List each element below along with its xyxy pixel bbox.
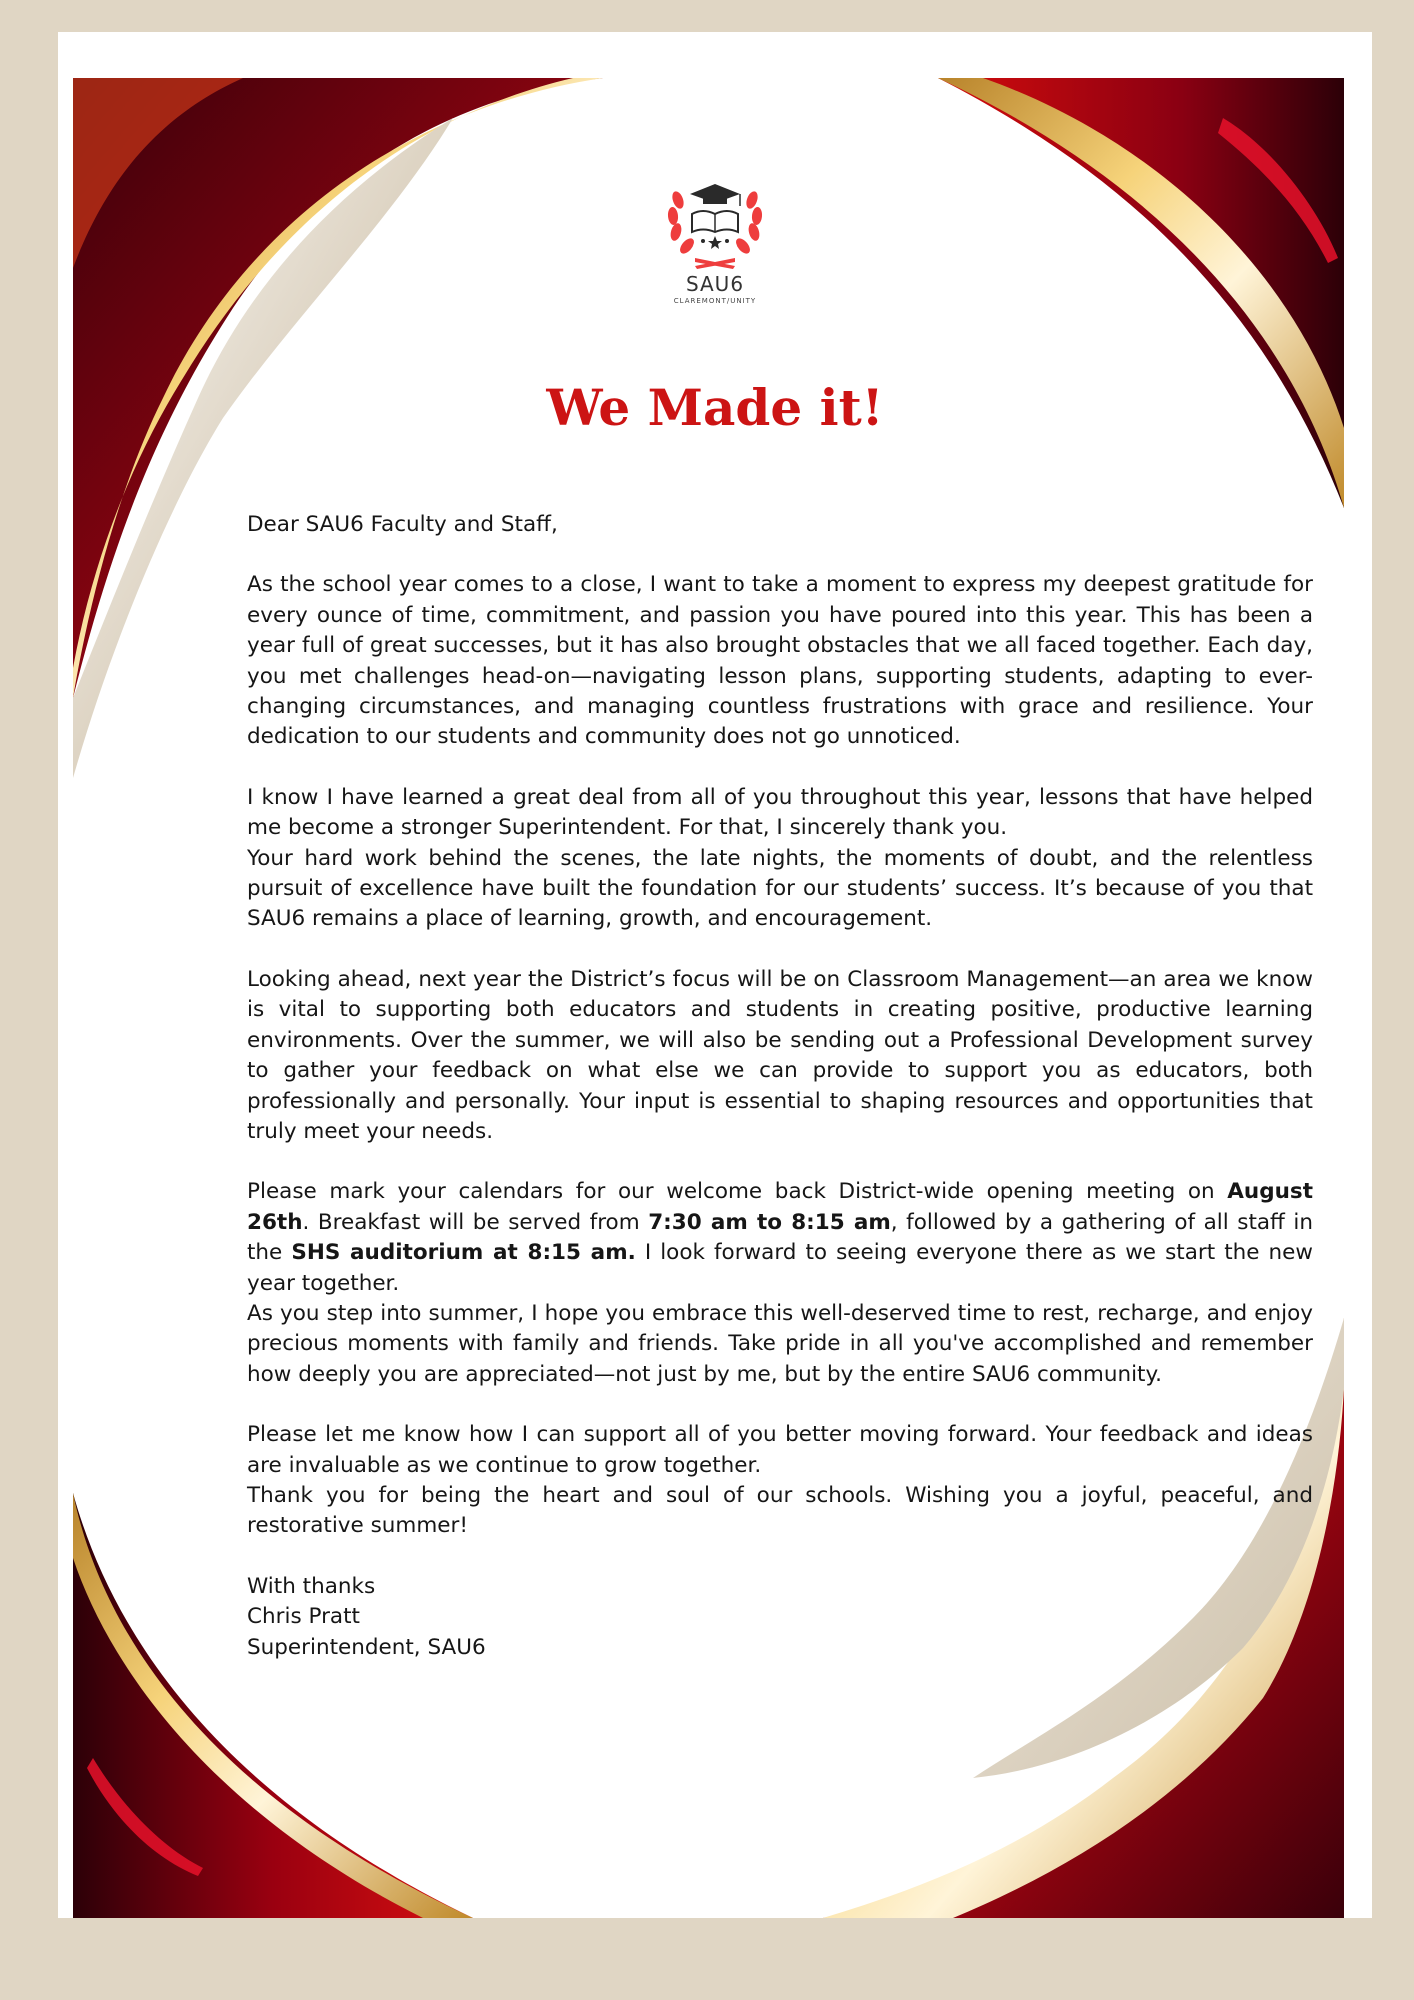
paragraph-5a: Please let me know how I can support all of you better moving forward. Your feedback and ideas are invaluable as we continue to grow together.: [247, 1422, 1313, 1478]
laurel-graduation-cap-icon: [660, 170, 770, 270]
signer-title: Superintendent, SAU6: [247, 1634, 486, 1660]
paragraph-2a: I know I have learned a great deal from all of you throughout this year, lessons that have helped me become a stronger Superintendent. For that, I sincerely thank you.: [247, 784, 1313, 841]
paragraph-4b: As you step into summer, I hope you embrace this well-deserved time to rest, recharge, and enjoy precious moments with family and friends. Take pride in all you've accomplished and remember how deeply you are appreciated—not just by me, but by the entire SAU6 community.: [247, 1300, 1313, 1387]
salutation: Dear SAU6 Faculty and Staff,: [247, 512, 558, 537]
meeting-location: SHS auditorium at 8:15 am.: [291, 1240, 636, 1266]
letter-body: [247, 510, 1313, 1663]
district-logo: [58, 170, 1372, 305]
paragraph-3: Looking ahead, next year the District’s focus will be on Classroom Management—an area we know is vital to supporting both educators and students in creating positive, productive learning environments. Over the summer, we will also be sending out a Professional Development survey to gather your feedback on what else we can provide to support you as educators, both professionally and personally. Your input is essential to shaping resources and opportunities that truly meet your needs.: [247, 966, 1313, 1144]
logo-subtitle: CLAREMONT/UNITY: [673, 297, 757, 305]
paragraph-1: As the school year comes to a close, I want to take a moment to express my deepest gratitude for every ounce of time, commitment, and passion you have poured into this year. This has been a year full of great successes, but it has also brought obstacles that we all faced together. Each day, you met challenges head-on—navigating lesson plans, supporting students, adapting to ever-changing circumstances, and managing countless frustrations with grace and resilience. Your dedication to our students and community does not go unnoticed.: [247, 572, 1313, 750]
logo-name: SAU6: [685, 272, 745, 296]
meeting-date: August 26th: [247, 1179, 1313, 1235]
breakfast-time: 7:30 am to 8:15 am: [648, 1209, 891, 1235]
paragraph-2b: Your hard work behind the scenes, the late nights, the moments of doubt, and the relentless pursuit of excellence have built the foundation for our students’ success. It’s because of you that SAU6 remains a place of learning, growth, and encouragement.: [247, 845, 1313, 932]
letter-sheet: [58, 32, 1372, 1918]
paragraph-5b: Thank you for being the heart and soul of our schools. Wishing you a joyful, peaceful, and restorative summer!: [247, 1482, 1313, 1539]
paragraph-4: Please mark your calendars for our welcome back District-wide opening meeting on August 26th. Breakfast will be served from 7:30 am to 8:15 am, followed by a gathering of all staff in the SHS auditorium at 8:15 am. I look forward to seeing everyone there as we start the new year together.: [247, 1179, 1313, 1296]
letter-title: We Made it!: [546, 378, 884, 437]
signer-name: Chris Pratt: [247, 1604, 360, 1630]
closing: With thanks: [247, 1573, 376, 1599]
